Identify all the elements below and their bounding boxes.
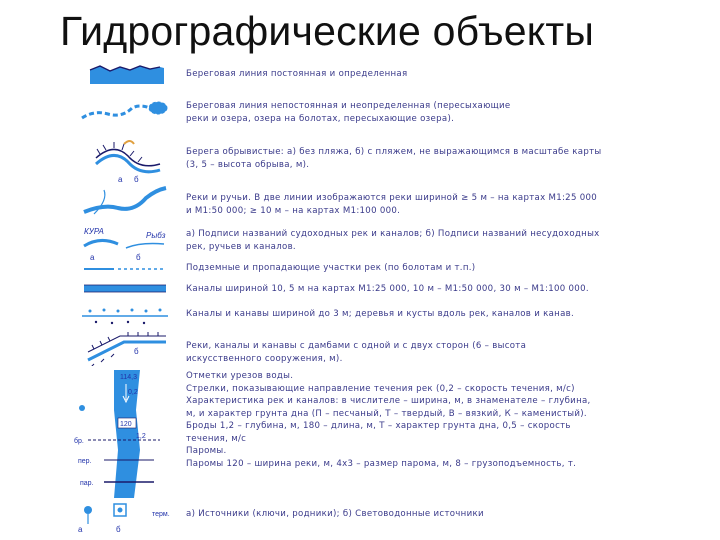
label-ferry: пер. bbox=[78, 458, 92, 465]
legend-text: Береговая линия постоянная и определенная bbox=[186, 69, 408, 79]
label-b: б bbox=[116, 525, 121, 534]
legend-text: Берега обрывистые: а) без пляжа, б) с пляжем, не выражающимся в масштабе карты (3, 5 – высота обрыва, м). bbox=[186, 147, 602, 170]
label-a: а bbox=[78, 525, 83, 534]
dams-symbol bbox=[74, 330, 174, 366]
label-width: 120 bbox=[120, 421, 132, 428]
label-speed: 0,2 bbox=[128, 389, 138, 396]
legend-text: Каналы и канавы шириной до 3 м; деревья и кусты вдоль рек, каналов и канав. bbox=[186, 309, 575, 319]
steep-banks-symbol bbox=[74, 134, 174, 184]
label-rybz: Рыбз bbox=[146, 231, 166, 240]
legend-text: Береговая линия непостоянная и неопределенная (пересыхающие реки и озера, озера на болотах, пересыхающие озера). bbox=[186, 101, 511, 124]
label-a: а bbox=[90, 253, 95, 262]
underground-river-symbol bbox=[74, 262, 174, 276]
label-ford: бр. bbox=[74, 438, 84, 445]
label-ford-depth: 1,2 bbox=[136, 433, 146, 440]
label-a: а bbox=[118, 175, 123, 184]
river-characteristics-symbol bbox=[74, 370, 174, 498]
shoreline-nonpermanent-symbol bbox=[74, 96, 174, 124]
legend-text: а) Источники (ключи, родники); б) Cветоводонные источники bbox=[186, 509, 484, 519]
rivers-symbol bbox=[74, 184, 174, 218]
shoreline-permanent-symbol bbox=[74, 62, 170, 86]
legend-text: Реки и ручьи. В две линии изображаются реки шириной ≥ 5 м – на картах М1:25 000 и М1:50 000; ≥ 10 м – на картах М1:100 000. bbox=[186, 193, 598, 216]
legend-text: Подземные и пропадающие участки рек (по болотам и т.п.) bbox=[186, 263, 476, 273]
canal-symbol bbox=[74, 282, 174, 296]
label-b: б bbox=[134, 347, 139, 356]
label-therm: терм. bbox=[152, 511, 170, 518]
label-kura: КУРА bbox=[84, 227, 104, 236]
label-b: б bbox=[134, 175, 139, 184]
label-ferry-2: пар. bbox=[80, 480, 94, 487]
legend-text: а) Подписи названий судоходных рек и каналов; б) Подписи названий несудоходных рек, ручьев и каналов. bbox=[186, 229, 600, 252]
legend-text: Отметки урезов воды. Стрелки, показывающие направление течения рек (0,2 – скорость течения, м/с) Характеристика рек и каналов: в числителе – ширина, м, в знаменателе – глубина, м, и характер грунта дна (П – песчаный, Т – твердый, В – вязкий, К – каменистый). Броды 1,2 – глубина, м, 180 – длина, м, Т – характер грунта дна, 0,5 – скорость течения, м/с Паромы. Паромы 120 – ширина реки, м, 4х3 – размер парома, м, 8 – грузоподъемность, т. bbox=[186, 371, 591, 469]
river-names-symbol bbox=[74, 222, 174, 262]
ditch-trees-symbol bbox=[74, 304, 174, 328]
springs-symbol bbox=[74, 502, 184, 536]
legend-text: Каналы шириной 10, 5 м на картах М1:25 000, 10 м – М1:50 000, 30 м – М1:100 000. bbox=[186, 284, 589, 294]
legend-text: Реки, каналы и канавы с дамбами с одной и с двух сторон (6 – высота искусственного сооружения, м). bbox=[186, 341, 527, 364]
label-b: б bbox=[136, 253, 141, 262]
label-water-level: 114,3 bbox=[120, 374, 137, 381]
page-title: Гидрографические объекты bbox=[60, 8, 595, 54]
